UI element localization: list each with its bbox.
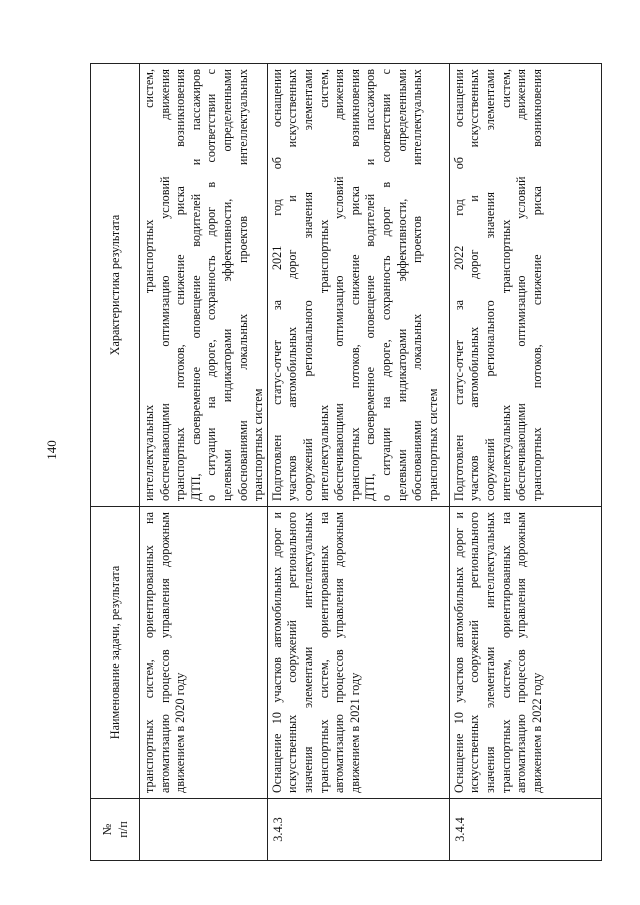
task-line: Оснащение 10 участков автомобильных дорог и <box>451 512 466 793</box>
header-number-line-2: п/п <box>116 821 130 838</box>
task-line: транспортных систем, ориентированных на <box>142 512 156 793</box>
result-line: о ситуации на дороге, сохранность дорог в соответствии с <box>378 69 393 501</box>
page-number: 140 <box>44 440 59 460</box>
result-line: интеллектуальных транспортных систем, <box>316 69 331 501</box>
header-number <box>91 799 140 861</box>
result-line: Подготовлен статус-отчет за 2021 год об оснащении <box>269 69 284 501</box>
result-line: сооружений регионального значения элементами <box>300 69 315 501</box>
row-number <box>140 799 268 861</box>
result-line: обеспечивающими оптимизацию условий движения <box>332 69 347 501</box>
task-line: значения элементами интеллектуальных <box>300 512 315 793</box>
task-line: Оснащение 10 участков автомобильных дорог и <box>269 512 284 793</box>
header-result: Характеристика результата <box>91 64 140 507</box>
task-line: транспортных систем, ориентированных на <box>498 512 513 793</box>
result-line: ДТП, своевременное оповещение водителей и пассажиров <box>188 69 203 501</box>
task-line: движением в 2021 году <box>347 672 362 793</box>
result-line: обеспечивающими оптимизацию условий движения <box>514 69 529 501</box>
table-rotator <box>90 64 558 861</box>
result-line: обоснованиями локальных проектов интеллектуальных <box>410 69 425 501</box>
result-line: участков автомобильных дорог и искусственных <box>285 69 300 501</box>
result-line: о ситуации на дороге, сохранность дорог в соответствии с <box>204 69 219 501</box>
result-line: Подготовлен статус-отчет за 2022 год об оснащении <box>451 69 466 501</box>
task-cell <box>449 507 601 799</box>
result-line: транспортных систем <box>425 388 440 501</box>
table-row <box>449 64 601 861</box>
task-line: автоматизацию процессов управления дорожным <box>514 512 529 793</box>
result-line: транспортных потоков, снижение риска возникновения <box>347 69 362 501</box>
result-line: обеспечивающими оптимизацию условий движения <box>157 69 172 501</box>
task-line: движением в 2020 году <box>173 672 188 793</box>
row-number: 3.4.3 <box>267 799 449 861</box>
header-task: Наименование задачи, результата <box>91 507 140 799</box>
task-line: искусственных сооружений регионального <box>285 512 300 793</box>
result-line: обоснованиями локальных проектов интеллектуальных <box>235 69 250 501</box>
task-cell <box>267 507 449 799</box>
result-line: целевыми индикаторами эффективности, определенными <box>219 69 234 501</box>
task-cell <box>140 507 268 799</box>
results-table <box>90 63 602 861</box>
table-row <box>140 64 268 861</box>
task-line: значения элементами интеллектуальных <box>482 512 497 793</box>
task-line: искусственных сооружений регионального <box>467 512 482 793</box>
result-cell <box>449 64 601 507</box>
result-line: участков автомобильных дорог и искусственных <box>467 69 482 501</box>
result-line: транспортных систем <box>251 388 266 501</box>
header-number-line-1: № <box>100 823 115 836</box>
result-cell <box>140 64 268 507</box>
row-number: 3.4.4 <box>449 799 601 861</box>
result-line: транспортных потоков, снижение риска возникновения <box>173 69 188 501</box>
table-row <box>267 64 449 861</box>
task-line: движением в 2022 году <box>529 672 544 793</box>
result-line: интеллектуальных транспортных систем, <box>142 69 156 501</box>
result-line: сооружений регионального значения элементами <box>482 69 497 501</box>
result-line: транспортных потоков, снижение риска возникновения <box>529 69 544 501</box>
result-line: ДТП, своевременное оповещение водителей и пассажиров <box>363 69 378 501</box>
result-cell <box>267 64 449 507</box>
task-line: транспортных систем, ориентированных на <box>316 512 331 793</box>
table-header-row <box>91 64 140 861</box>
task-line: автоматизацию процессов управления дорожным <box>157 512 172 793</box>
task-line: автоматизацию процессов управления дорожным <box>332 512 347 793</box>
result-line: целевыми индикаторами эффективности, определенными <box>394 69 409 501</box>
result-line: интеллектуальных транспортных систем, <box>498 69 513 501</box>
